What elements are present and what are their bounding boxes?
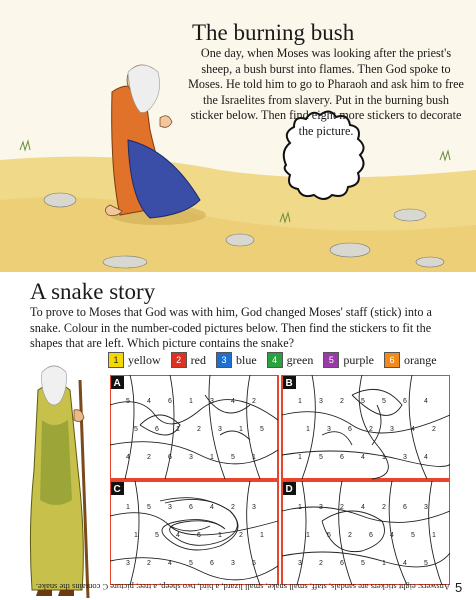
region-number: 4 [176, 532, 180, 539]
rock [103, 256, 147, 268]
panel-a [110, 375, 278, 479]
legend-swatch: 5 [323, 352, 339, 368]
region-number: 3 [319, 504, 323, 511]
panel-b [282, 375, 450, 479]
region-number: 3 [210, 398, 214, 405]
region-number: 2 [369, 426, 373, 433]
region-number: 1 [218, 532, 222, 539]
region-number: 1 [210, 454, 214, 461]
region-number: 2 [252, 398, 256, 405]
region-number: 4 [231, 398, 235, 405]
panel-letter: D [285, 484, 293, 495]
region-number: 5 [260, 426, 264, 433]
region-number: 2 [340, 398, 344, 405]
legend-label: red [190, 352, 206, 367]
region-number: 2 [147, 560, 151, 567]
region-number: 3 [218, 426, 222, 433]
legend-swatch: 4 [267, 352, 283, 368]
region-number: 5 [424, 560, 428, 567]
region-number: 1 [252, 454, 256, 461]
region-number: 5 [126, 398, 130, 405]
region-number: 6 [348, 426, 352, 433]
region-number: 2 [147, 454, 151, 461]
region-number: 1 [432, 532, 436, 539]
region-number: 5 [189, 560, 193, 567]
legend-swatch: 6 [384, 352, 400, 368]
section-title-snake-story: A snake story [30, 279, 156, 304]
region-number: 1 [306, 532, 310, 539]
legend-swatch: 2 [171, 352, 187, 368]
region-number: 1 [298, 454, 302, 461]
legend-item-blue [216, 352, 257, 368]
snake-story-text: To prove to Moses that God was with him, God changed Moses' staff (stick) into a snake. Colour in the number-coded pictures below. Then find the stickers to fit the shapes that are left. Which picture contains the snake? [30, 305, 432, 351]
region-number: 1 [134, 532, 138, 539]
region-number: 3 [231, 560, 235, 567]
legend-label: yellow [128, 352, 161, 367]
region-number: 5 [252, 560, 256, 567]
region-number: 2 [432, 426, 436, 433]
region-number: 5 [155, 532, 159, 539]
region-number: 2 [319, 560, 323, 567]
region-number: 1 [260, 532, 264, 539]
region-number: 4 [424, 454, 428, 461]
region-number: 3 [403, 454, 407, 461]
region-number: 3 [126, 560, 130, 567]
region-number: 3 [298, 560, 302, 567]
region-number: 6 [210, 560, 214, 567]
region-number: 1 [239, 426, 243, 433]
legend-label: blue [236, 352, 257, 367]
region-number: 3 [189, 454, 193, 461]
region-number: 5 [327, 532, 331, 539]
region-number: 5 [382, 398, 386, 405]
region-number: 1 [298, 398, 302, 405]
region-number: 1 [306, 426, 310, 433]
region-number: 5 [361, 398, 365, 405]
region-number: 6 [168, 398, 172, 405]
region-number: 2 [340, 504, 344, 511]
region-number: 2 [197, 426, 201, 433]
region-number: 6 [197, 532, 201, 539]
region-number: 1 [189, 398, 193, 405]
region-number: 4 [403, 560, 407, 567]
color-legend [108, 351, 447, 369]
region-number: 3 [252, 504, 256, 511]
region-number: 4 [126, 454, 130, 461]
legend-label: green [286, 352, 314, 367]
rock [226, 234, 254, 246]
region-number: 5 [319, 454, 323, 461]
region-number: 5 [411, 532, 415, 539]
rock [330, 243, 370, 257]
region-number: 5 [134, 426, 138, 433]
region-number: 5 [361, 560, 365, 567]
region-number: 2 [239, 532, 243, 539]
region-number: 6 [168, 454, 172, 461]
region-number: 3 [390, 426, 394, 433]
region-number: 1 [176, 426, 180, 433]
region-number: 5 [147, 504, 151, 511]
rock [44, 193, 76, 207]
region-number: 6 [340, 560, 344, 567]
region-number: 2 [382, 504, 386, 511]
moses-with-staff-illustration [8, 350, 108, 600]
burning-bush-text: One day, when Moses was looking after the priest's sheep, a bush burst into flames. Then God spoke to Moses. He told him to go to Pharaoh and ask him to free the Israelites from slavery. Put in the burning bush sticker below. Then find eight more stickers to decorate the picture. [188, 46, 464, 138]
region-number: 3 [168, 504, 172, 511]
legend-item-green [267, 352, 314, 368]
region-number: 4 [168, 560, 172, 567]
region-number: 3 [327, 426, 331, 433]
region-number: 4 [411, 426, 415, 433]
region-number: 1 [382, 454, 386, 461]
legend-label: orange [403, 352, 437, 367]
region-number: 2 [348, 532, 352, 539]
panel-letter: B [285, 378, 293, 389]
rock [394, 209, 426, 221]
region-number: 6 [189, 504, 193, 511]
region-number: 4 [147, 398, 151, 405]
region-number: 3 [319, 398, 323, 405]
legend-item-purple [323, 352, 374, 368]
region-number: 2 [231, 504, 235, 511]
region-number: 4 [361, 504, 365, 511]
legend-item-orange [384, 352, 437, 368]
region-number: 4 [424, 398, 428, 405]
page-number: 5 [455, 580, 463, 595]
region-number: 5 [231, 454, 235, 461]
region-number: 6 [403, 504, 407, 511]
legend-item-yellow [108, 352, 161, 368]
panel-letter: C [113, 484, 121, 495]
region-number: 4 [390, 532, 394, 539]
region-number: 6 [403, 398, 407, 405]
region-number: 3 [424, 504, 428, 511]
panel-d [282, 481, 450, 585]
color-by-number-grid [110, 375, 450, 585]
answers-footer: Answers: eight stickers are sandals, staff, small snake, small lizard, a bird, two sheep, a tree; picture C contains the snake. [35, 582, 450, 592]
panel-c [110, 481, 278, 585]
rock [416, 257, 444, 267]
region-number: 6 [369, 532, 373, 539]
legend-item-red [171, 352, 206, 368]
region-number: 4 [210, 504, 214, 511]
region-number: 4 [361, 454, 365, 461]
region-number: 6 [340, 454, 344, 461]
legend-swatch: 1 [108, 352, 124, 368]
region-number: 6 [155, 426, 159, 433]
region-number: 1 [126, 504, 130, 511]
legend-label: purple [343, 352, 374, 367]
section-title-burning-bush: The burning bush [192, 20, 355, 45]
region-number: 1 [382, 560, 386, 567]
legend-swatch: 3 [216, 352, 232, 368]
panel-letter: A [113, 378, 121, 389]
region-number: 1 [298, 504, 302, 511]
